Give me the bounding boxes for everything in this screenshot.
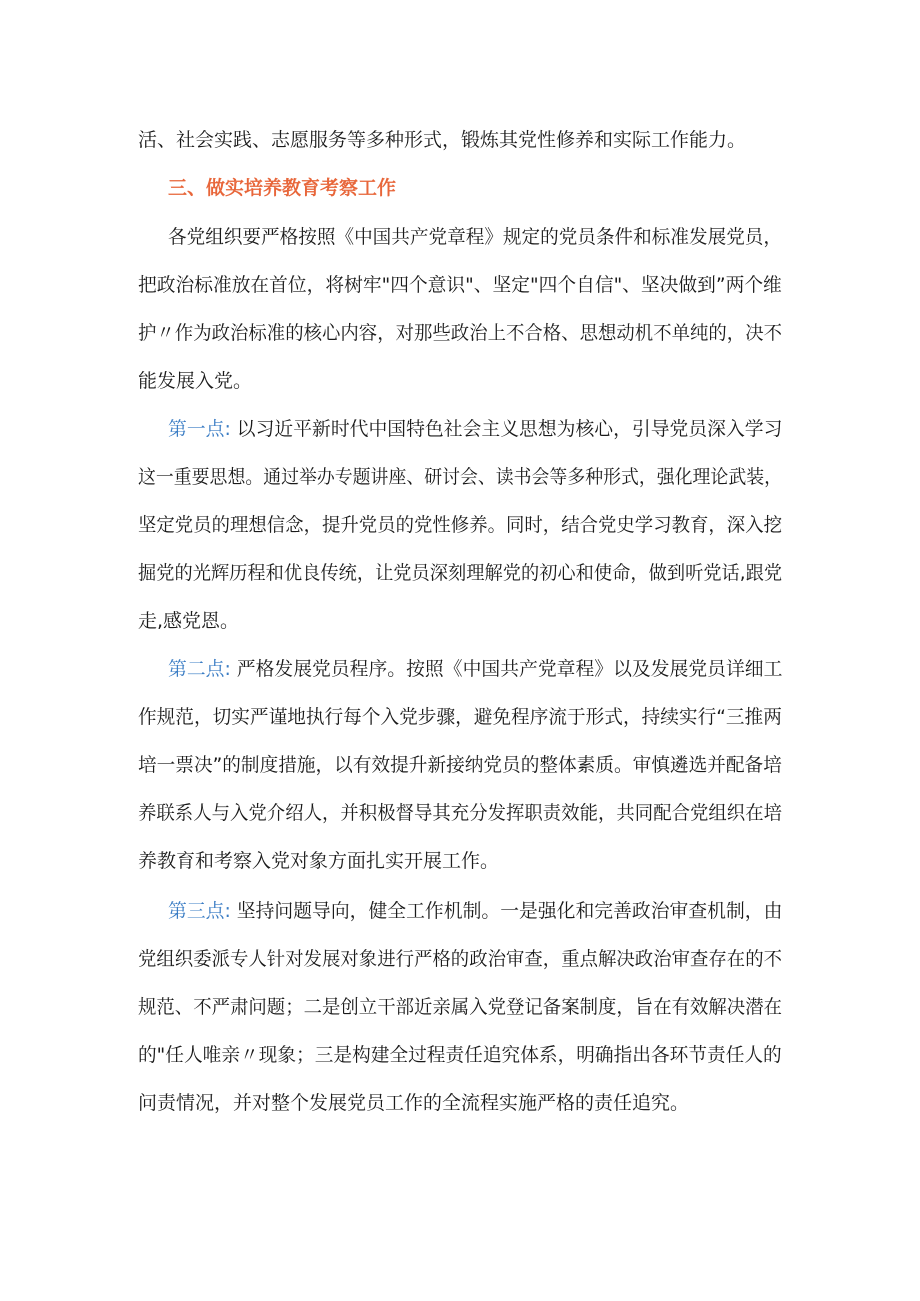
- point2-first-line: [168, 657, 782, 681]
- point3-line-2: 党组织委派专人针对发展对象进行严格的政治审查，重点解决政治审查存在的不: [138, 948, 783, 970]
- point2-line-3: 培一票决”的制度措施，以有效提升新接纳党员的整体素质。审慎遴选并配备培: [138, 754, 782, 776]
- point3-line-4: 的"任人唯亲〃现象；三是构建全过程责任追究体系，明确指出各环节责任人的: [138, 1044, 782, 1066]
- paragraph1-line-3: 护〃作为政治标准的核心内容，对那些政治上不合格、思想动机不单纯的，决不: [138, 322, 783, 344]
- point3-line-3: 规范、不严肃问题；二是创立干部近亲属入党登记备案制度，旨在有效解决潜在: [138, 996, 783, 1018]
- point3-first-line: [168, 899, 782, 923]
- section-heading: 三、做实培养教育考察工作: [168, 177, 397, 199]
- point2-line-4: 养联系人与入党介绍人，并积极督导其充分发挥职责效能，共同配合党组织在培: [138, 802, 783, 824]
- paragraph1-line-4: 能发展入党。: [138, 370, 253, 392]
- point2-line-2: 作规范，切实严谨地执行每个入党步骤，避免程序流于形式，持续实行“三推两: [138, 706, 782, 728]
- point1-first-text: 以习近平新时代中国特色社会主义思想为核心，引导党员深入学习: [236, 418, 783, 440]
- point1-line-4: 掘党的光辉历程和优良传统，让党员深刻理解党的初心和使命，做到听党话,跟党: [138, 562, 783, 584]
- point2-label: 第二点:: [168, 658, 231, 680]
- point1-first-line: [168, 417, 782, 441]
- paragraph1-line-2: 把政治标准放在首位，将树牢"四个意识"、坚定"四个自信"、坚决做到”两个维: [138, 274, 782, 296]
- paragraph1-line-1: 各党组织要严格按照《中国共产党章程》规定的党员条件和标准发展党员，: [168, 226, 783, 248]
- point1-line-2: 这一重要思想。通过举办专题讲座、研讨会、读书会等多种形式，强化理论武装，: [138, 466, 783, 488]
- intro-tail-line: 活、社会实践、志愿服务等多种形式，锻炼其党性修养和实际工作能力。: [138, 129, 747, 151]
- point3-label: 第三点:: [168, 900, 231, 922]
- point1-line-3: 坚定党员的理想信念，提升党员的党性修养。同时，结合党史学习教育，深入挖: [138, 514, 783, 536]
- point1-label: 第一点:: [168, 418, 231, 440]
- point1-line-5: 走,感党恩。: [138, 610, 240, 632]
- point3-line-5: 问责情况，并对整个发展党员工作的全流程实施严格的责任追究。: [138, 1092, 690, 1114]
- point2-first-text: 严格发展党员程序。按照《中国共产党章程》以及发展党员详细工: [236, 658, 783, 680]
- point3-first-text: 坚持问题导向，健全工作机制。一是强化和完善政治审查机制，由: [236, 900, 783, 922]
- point2-line-5: 养教育和考察入党对象方面扎实开展工作。: [138, 850, 500, 872]
